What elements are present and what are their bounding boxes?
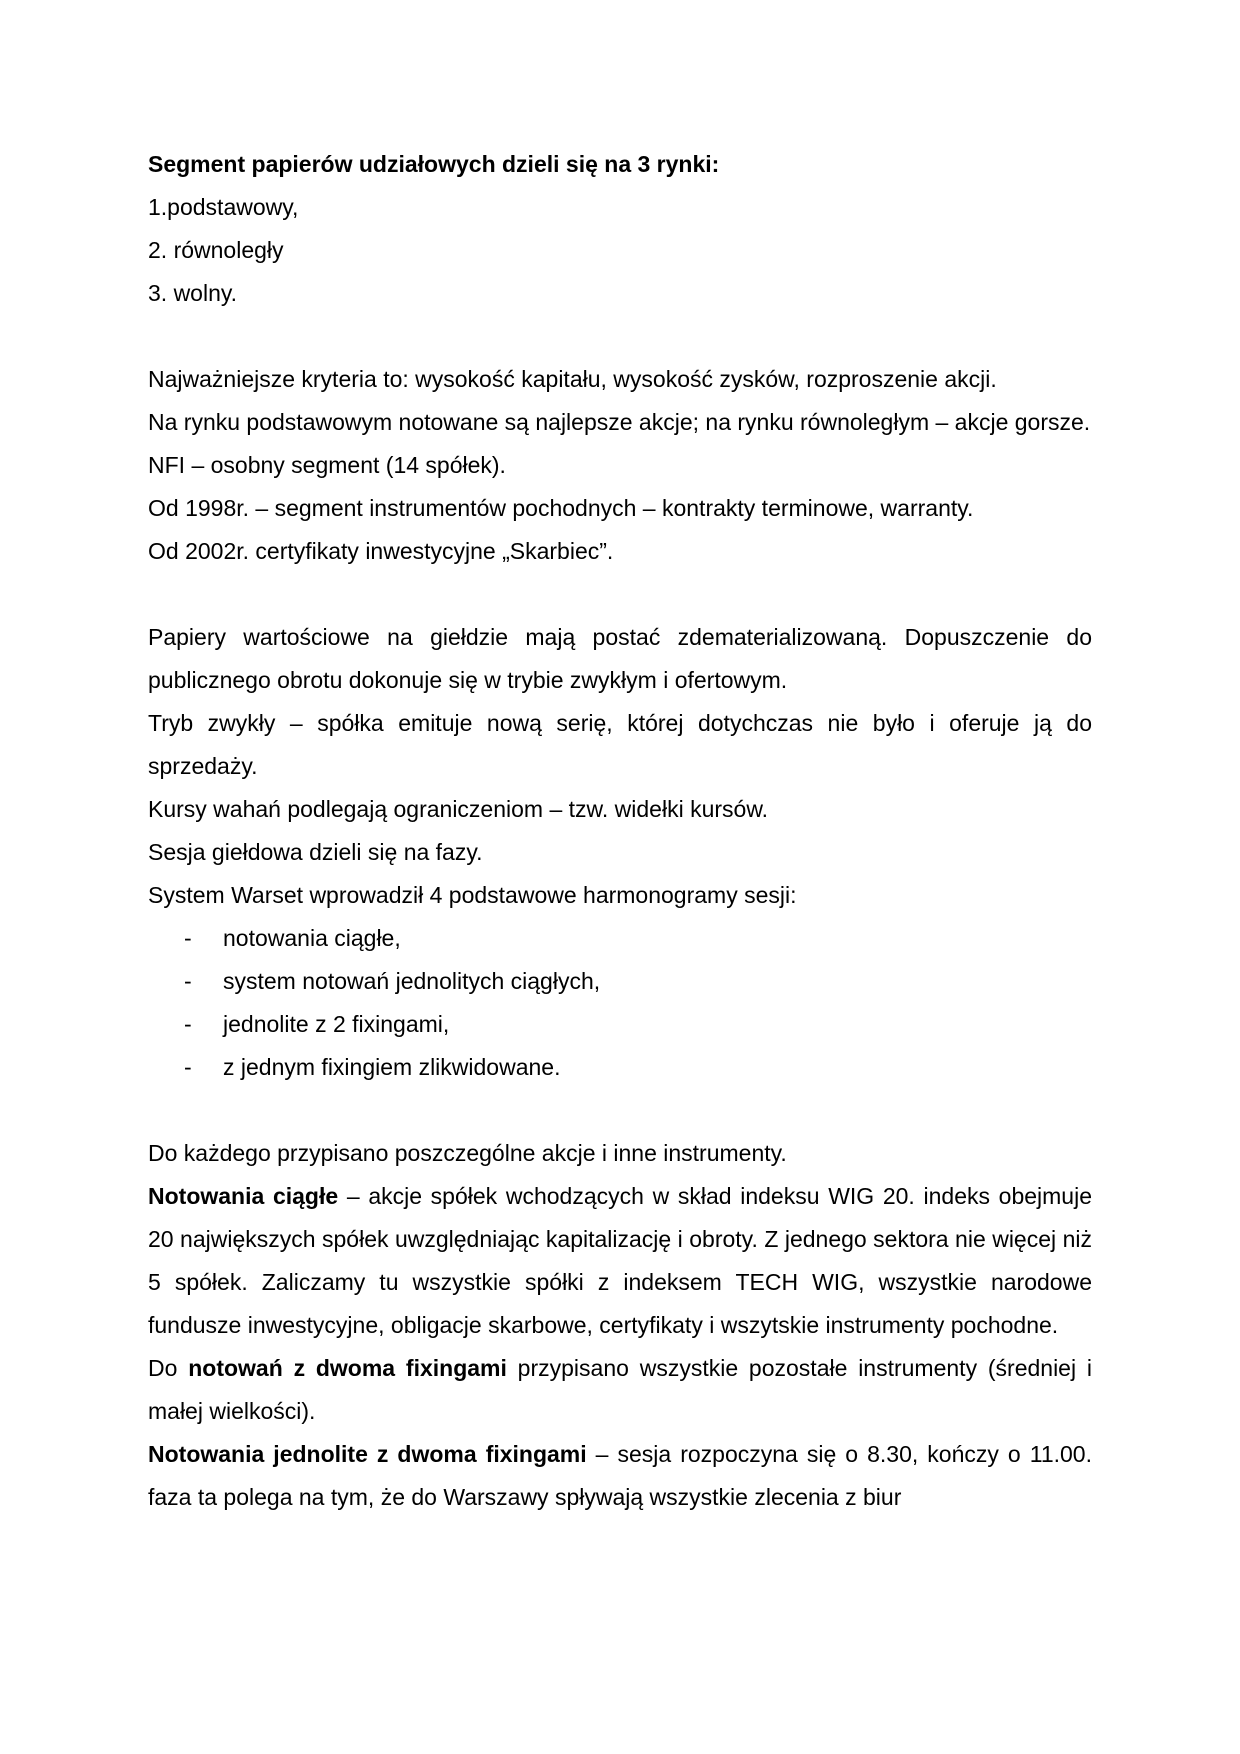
- document-page: [148, 143, 1092, 1519]
- list-item: [148, 960, 1092, 1003]
- certificates-text: Od 2002r. certyfikaty inwestycyjne „Skarbiec”.: [148, 538, 614, 564]
- list-item-label: system notowań jednolitych ciągłych,: [223, 968, 601, 994]
- session-phases-text: Sesja giełdowa dzieli się na fazy.: [148, 839, 483, 865]
- two-fixings-text: przypisano wszystkie pozostałe instrumenty (średniej i małej wielkości).: [148, 1355, 1092, 1424]
- section-heading: Segment papierów udziałowych dzieli się na 3 rynki:: [148, 151, 720, 177]
- nfi-text: NFI – osobny segment (14 spółek).: [148, 452, 506, 478]
- two-fixings-term: notowań z dwoma fixingami: [188, 1355, 507, 1381]
- schedule-list: [148, 917, 1092, 1089]
- bullet-dash: -: [184, 925, 192, 951]
- list-item: [148, 917, 1092, 960]
- ordinary-mode-text: Tryb zwykły – spółka emituje nową serię, której dotychczas nie było i oferuje ją do sprzedaży.: [148, 710, 1092, 779]
- list-item: [148, 1003, 1092, 1046]
- list-item: [148, 1046, 1092, 1089]
- list-item-label: z jednym fixingiem zlikwidowane.: [223, 1054, 561, 1080]
- two-fixings-paragraph: [148, 1347, 1092, 1433]
- continuous-quotes-paragraph: [148, 1175, 1092, 1347]
- spacer: [148, 315, 1092, 358]
- assignment-text: Do każdego przypisano poszczególne akcje i inne instrumenty.: [148, 1140, 787, 1166]
- continuous-quotes-term: Notowania ciągłe: [148, 1183, 339, 1209]
- uniform-quotes-paragraph: [148, 1433, 1092, 1519]
- spacer: [148, 573, 1092, 616]
- continuous-quotes-text: – akcje spółek wchodzących w skład indeksu WIG 20. indeks obejmuje 20 największych spółek uwzględniając kapitalizację i obroty. Z jednego sektora nie więcej niż 5 spółek. Zaliczamy tu wszystkie spółki z indeksem TECH WIG, wszystkie narodowe fundusze inwestycyjne, obligacje skarbowe, certyfikaty i wszytskie instrumenty pochodne.: [148, 1183, 1092, 1338]
- list-item-label: notowania ciągłe,: [223, 925, 401, 951]
- list-item-label: jednolite z 2 fixingami,: [223, 1011, 450, 1037]
- criteria-text: Najważniejsze kryteria to: wysokość kapitału, wysokość zysków, rozproszenie akcji.: [148, 366, 997, 392]
- market-quality-text: Na rynku podstawowym notowane są najlepsze akcje; na rynku równoległym – akcje gorsze.: [148, 409, 1091, 435]
- bullet-dash: -: [184, 1054, 192, 1080]
- market-item-1: 1.podstawowy,: [148, 194, 299, 220]
- market-item-3: 3. wolny.: [148, 280, 238, 306]
- dematerialized-text: Papiery wartościowe na giełdzie mają postać zdematerializowaną. Dopuszczenie do publicznego obrotu dokonuje się w trybie zwykłym i ofertowym.: [148, 624, 1092, 693]
- two-fixings-prefix: Do: [148, 1355, 189, 1381]
- price-limits-text: Kursy wahań podlegają ograniczeniom – tzw. widełki kursów.: [148, 796, 769, 822]
- bullet-dash: -: [184, 1011, 192, 1037]
- uniform-quotes-text: – sesja rozpoczyna się o 8.30, kończy o 11.00. faza ta polega na tym, że do Warszawy spływają wszystkie zlecenia z biur: [148, 1441, 1092, 1510]
- warset-text: System Warset wprowadził 4 podstawowe harmonogramy sesji:: [148, 882, 797, 908]
- spacer: [148, 1089, 1092, 1132]
- market-item-2: 2. równoległy: [148, 237, 284, 263]
- bullet-dash: -: [184, 968, 192, 994]
- derivatives-text: Od 1998r. – segment instrumentów pochodnych – kontrakty terminowe, warranty.: [148, 495, 974, 521]
- uniform-quotes-term: Notowania jednolite z dwoma fixingami: [148, 1441, 587, 1467]
